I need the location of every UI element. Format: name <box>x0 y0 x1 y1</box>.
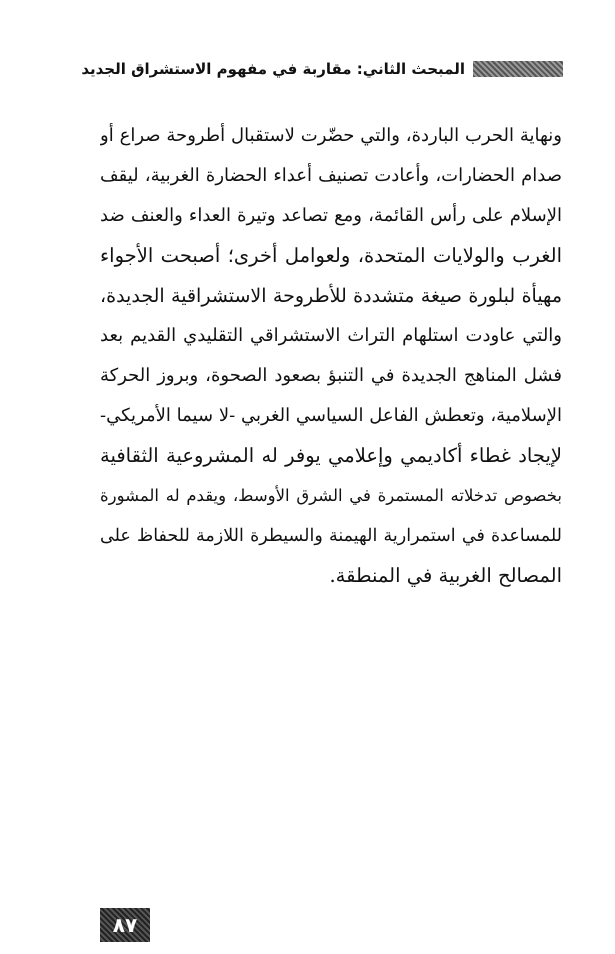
text-line: للمساعدة في استمرارية الهيمنة والسيطرة اللازمة للحفاظ على <box>100 526 562 546</box>
text-line: فشل المناهج الجديدة في التنبؤ بصعود الصحوة، وبروز الحركة <box>100 365 562 386</box>
body-paragraph <box>100 116 562 596</box>
text-line: الإسلامية، وتعطش الفاعل السياسي الغربي -لا سيما الأمريكي- <box>100 405 562 426</box>
text-line: ونهاية الحرب الباردة، والتي حضّرت لاستقبال أطروحة صراع أو <box>100 125 562 146</box>
page-number-box <box>100 908 150 942</box>
page-number: ٨٧ <box>112 913 138 937</box>
header-decoration-bar <box>473 61 563 77</box>
text-line: لإيجاد غطاء أكاديمي وإعلامي يوفر له المشروعية الثقافية <box>100 444 562 467</box>
text-line: المصالح الغربية في المنطقة. <box>329 564 562 587</box>
running-header <box>81 58 563 80</box>
text-line: الغرب والولايات المتحدة، ولعوامل أخرى؛ أصبحت الأجواء <box>100 244 562 267</box>
text-line: بخصوص تدخلاته المستمرة في الشرق الأوسط، ويقدم له المشورة <box>100 486 562 505</box>
text-line: والتي عاودت استلهام التراث الاستشراقي التقليدي القديم بعد <box>100 325 562 346</box>
text-line: الإسلام على رأس القائمة، ومع تصاعد وتيرة العداء والعنف ضد <box>100 205 562 226</box>
header-title: المبحث الثاني: مقاربة في مفهوم الاستشراق الجديد <box>81 60 465 78</box>
text-line: صدام الحضارات، وأعادت تصنيف أعداء الحضارة الغربية، ليقف <box>100 165 562 186</box>
text-line: مهيأة لبلورة صيغة متشددة للأطروحة الاستشراقية الجديدة، <box>100 285 562 307</box>
